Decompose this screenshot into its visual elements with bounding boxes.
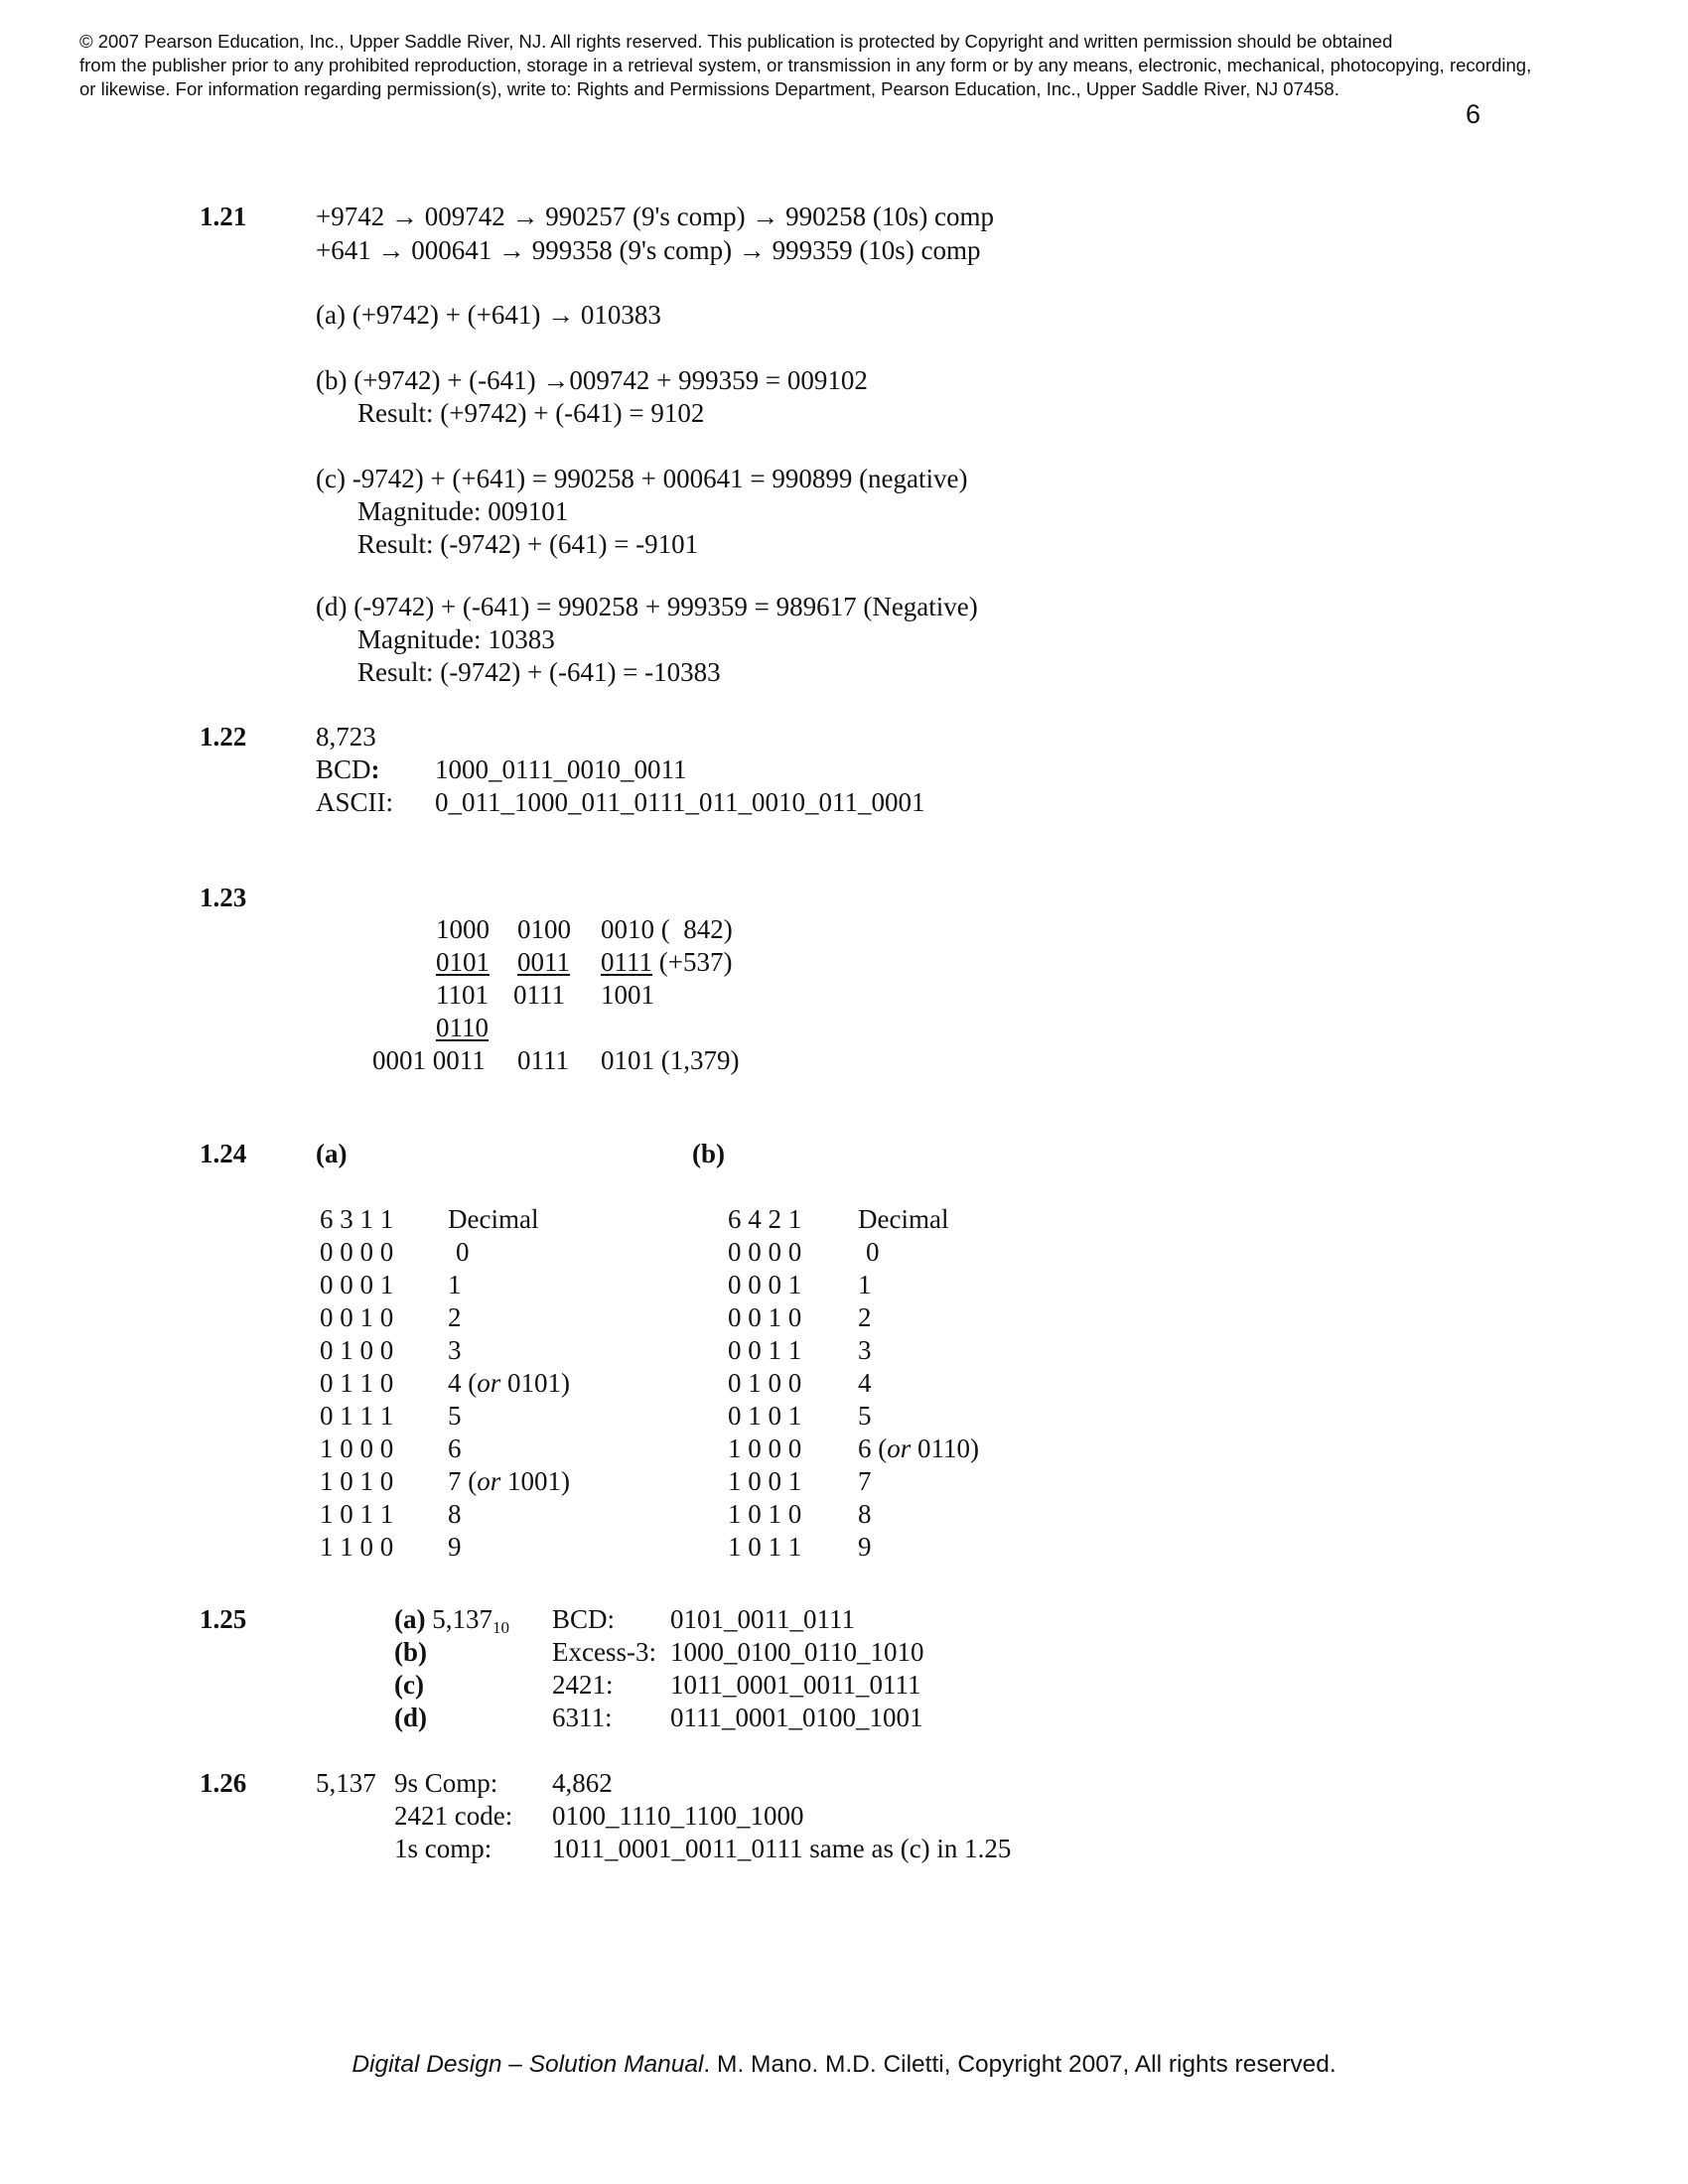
decimal-cell: 9 (858, 1532, 872, 1562)
code-cell: 0 0 1 1 (728, 1335, 802, 1365)
decimal-cell: 8 (858, 1499, 872, 1529)
copyright-notice (79, 30, 1628, 101)
code-cell: 0 0 0 1 (320, 1270, 394, 1299)
ascii-value: 0_011_1000_011_0111_011_0010_011_0001 (435, 787, 925, 817)
decimal-cell: 3 (448, 1335, 462, 1365)
bcd-label: BCD: (316, 754, 380, 784)
bcd-digit: 1101 (436, 980, 489, 1010)
part-c-result: Result: (-9742) + (641) = -9101 (357, 529, 699, 559)
part-c-magnitude: Magnitude: 009101 (357, 496, 569, 526)
copyright-line: or likewise. For information regarding permission(s), write to: Rights and Permissions Department, Pearson Education, Inc., Upper Saddle River, NJ 07458. (79, 78, 1339, 99)
decimal-cell: 3 (858, 1335, 872, 1365)
decimal-cell: 8 (448, 1499, 462, 1529)
part-a: (a) $5,137_{10}$ (394, 1604, 509, 1637)
bcd-digit: 0010 ( 842) (601, 914, 733, 944)
code-cell: 1 0 0 0 (320, 1433, 394, 1463)
code-value: 1000_0100_0110_1010 (670, 1637, 924, 1667)
code-cell: 0 1 1 0 (320, 1368, 394, 1398)
problem-number: 1.21 (200, 202, 247, 231)
decimal-cell: 1 (448, 1270, 462, 1299)
code-cell: 0 1 1 1 (320, 1401, 394, 1431)
code-value: 0111_0001_0100_1001 (670, 1703, 923, 1732)
part-d: (d) (-9742) + (-641) = 990258 + 999359 = 989617 (Negative) (316, 592, 978, 621)
decimal-cell: 0 (456, 1237, 470, 1267)
bcd-digit: 0100 (517, 914, 571, 944)
row-label: 1s comp: (394, 1834, 492, 1863)
decimal-cell: 4 (or 0101) (448, 1368, 571, 1398)
part-a: (a) (+9742) + (+641) → 010383 (316, 300, 661, 330)
bcd-digit: 1000 (436, 914, 490, 944)
code-cell: 1 0 0 1 (728, 1466, 802, 1496)
code-cell: 0 0 1 0 (728, 1302, 802, 1332)
part-label: (d) (394, 1703, 427, 1732)
code-cell: 0 1 0 0 (320, 1335, 394, 1365)
code-cell: 1 0 1 0 (728, 1499, 802, 1529)
code-cell: 0 0 0 0 (320, 1237, 394, 1267)
part-label: (c) (394, 1670, 424, 1700)
decimal-cell: 7 (or 1001) (448, 1466, 571, 1496)
bcd-digit-addend: 0111 (+537) (601, 947, 733, 977)
decimal-cell: 1 (858, 1270, 872, 1299)
problem-number: 1.23 (200, 883, 247, 912)
decimal-cell: 2 (858, 1302, 872, 1332)
part-label: (b) (394, 1637, 427, 1667)
bcd-digit: 0001 0011 (372, 1045, 486, 1075)
problem-number: 1.25 (200, 1604, 247, 1634)
row-value: 1011_0001_0011_0111 same as (c) in 1.25 (552, 1834, 1012, 1863)
row-value: 4,862 (552, 1768, 613, 1798)
part-b-label: (b) (692, 1139, 725, 1168)
bcd-digit: 0101 (436, 947, 490, 977)
solution-line: +641 → 000641 → 999358 (9's comp) → 999359 (10s) comp (316, 235, 981, 265)
problem-number: 1.24 (200, 1139, 247, 1168)
code-name: BCD: (552, 1604, 616, 1634)
code-cell: 0 1 0 0 (728, 1368, 802, 1398)
code-cell: 0 0 1 0 (320, 1302, 394, 1332)
bcd-value: 1000_0111_0010_0011 (435, 754, 687, 784)
decimal-cell: 2 (448, 1302, 462, 1332)
part-d-result: Result: (-9742) + (-641) = -10383 (357, 657, 721, 687)
row-label: 9s Comp: (394, 1768, 498, 1798)
value: 8,723 (316, 722, 376, 751)
copyright-line: from the publisher prior to any prohibited reproduction, storage in a retrieval system, or transmission in any form or by any means, electronic, mechanical, photocopying, recording, (79, 55, 1532, 75)
row-value: 0100_1110_1100_1000 (552, 1801, 804, 1831)
code-name: 6311: (552, 1703, 613, 1732)
decimal-cell: 7 (858, 1466, 872, 1496)
part-c: (c) -9742) + (+641) = 990258 + 000641 = 990899 (negative) (316, 464, 968, 493)
code-value: 0101_0011_0111 (670, 1604, 855, 1634)
code-cell: 1 1 0 0 (320, 1532, 394, 1562)
bcd-digit: 0011 (517, 947, 570, 977)
code-name: Excess-3: (552, 1637, 656, 1667)
footer (0, 2051, 1688, 2079)
decimal-header: Decimal (448, 1204, 539, 1234)
correction-digit: 0110 (436, 1013, 489, 1042)
part-b-result: Result: (+9742) + (-641) = 9102 (357, 398, 705, 428)
decimal-cell: 6 (or 0110) (858, 1433, 980, 1463)
copyright-line: © 2007 Pearson Education, Inc., Upper Saddle River, NJ. All rights reserved. This publication is protected by Copyright and written permission should be obtained (79, 31, 1393, 52)
bcd-digit: 1001 (601, 980, 654, 1010)
code-cell: 1 0 1 1 (728, 1532, 802, 1562)
decimal-header: Decimal (858, 1204, 949, 1234)
solution-line: +9742 → 009742 → 990257 (9's comp) → 990258 (10s) comp (316, 202, 995, 231)
code-cell: 0 0 0 1 (728, 1270, 802, 1299)
decimal-cell: 5 (858, 1401, 872, 1431)
part-a-label: (a) (316, 1139, 348, 1168)
value: 5,137 (316, 1768, 376, 1798)
problem-number: 1.22 (200, 722, 247, 751)
code-name: 2421: (552, 1670, 614, 1700)
decimal-cell: 4 (858, 1368, 872, 1398)
code-value: 1011_0001_0011_0111 (670, 1670, 921, 1700)
bcd-digit: 0111 (517, 1045, 569, 1075)
decimal-cell: 5 (448, 1401, 462, 1431)
footer-text: . M. Mano. M.D. Ciletti, Copyright 2007, All rights reserved. (703, 2051, 1336, 2078)
code-header: 6 3 1 1 (320, 1204, 394, 1234)
decimal-cell: 9 (448, 1532, 462, 1562)
ascii-label: ASCII: (316, 787, 394, 817)
problem-number: 1.26 (200, 1768, 247, 1798)
part-b: (b) (+9742) + (-641) →009742 + 999359 = 009102 (316, 365, 868, 395)
bcd-digit: 0101 (1,379) (601, 1045, 740, 1075)
bcd-digit: 0111 (513, 980, 565, 1010)
code-cell: 0 1 0 1 (728, 1401, 802, 1431)
row-label: 2421 code: (394, 1801, 513, 1831)
decimal-cell: 6 (448, 1433, 462, 1463)
code-cell: 0 0 0 0 (728, 1237, 802, 1267)
part-d-magnitude: Magnitude: 10383 (357, 624, 555, 654)
code-cell: 1 0 0 0 (728, 1433, 802, 1463)
code-cell: 1 0 1 0 (320, 1466, 394, 1496)
decimal-cell: 0 (866, 1237, 880, 1267)
code-header: 6 4 2 1 (728, 1204, 802, 1234)
footer-title: Digital Design – Solution Manual (352, 2051, 704, 2078)
page-number: 6 (1466, 99, 1481, 129)
code-cell: 1 0 1 1 (320, 1499, 394, 1529)
